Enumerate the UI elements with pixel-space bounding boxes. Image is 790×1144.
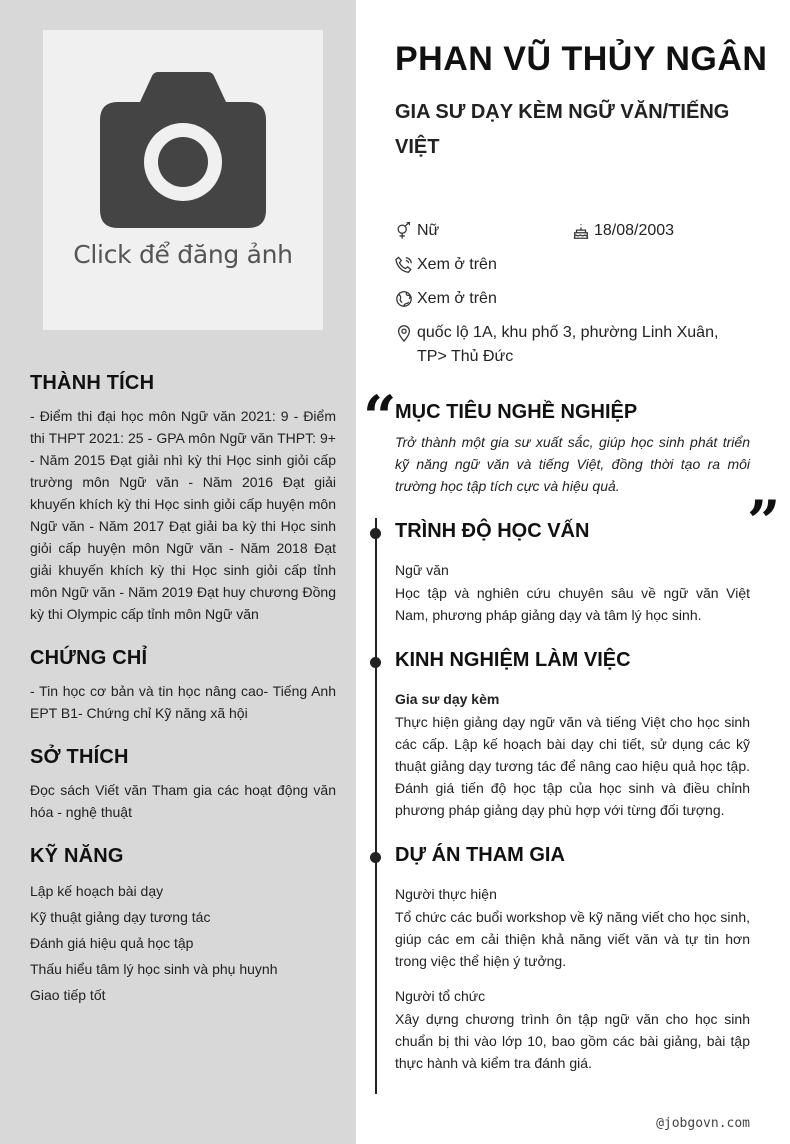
- gender-icon: [395, 219, 417, 243]
- close-quote-icon: ”: [747, 488, 781, 556]
- phone-value: Xem ở trên: [417, 256, 497, 273]
- address-info: [395, 321, 751, 369]
- education-title: TRÌNH ĐỘ HỌC VẤN: [395, 520, 590, 542]
- experience-position: Gia sư dạy kèm: [395, 691, 500, 707]
- skills-section: [30, 845, 336, 1008]
- certificates-section: [30, 647, 336, 724]
- gender-info: [395, 219, 439, 243]
- education-text: Học tập và nghiên cứu chuyên sâu về ngữ văn Việt Nam, phương pháp giảng dạy và tâm lý học sinh.: [395, 585, 750, 623]
- candidate-name: PHAN VŨ THỦY NGÂN: [395, 40, 768, 78]
- globe-icon: [395, 287, 417, 311]
- skill-item: Giao tiếp tốt: [30, 987, 106, 1003]
- projects-title: DỰ ÁN THAM GIA: [395, 844, 565, 866]
- photo-upload-label: Click để đăng ảnh: [73, 240, 293, 269]
- project-text: Tổ chức các buổi workshop về kỹ năng viết cho học sinh, giúp các em cải thiện khả năng viết văn và tự tin hơn trong việc thể hiện ý tưởng.: [395, 909, 750, 969]
- skills-list: [30, 878, 336, 1008]
- timeline-dot: [370, 528, 381, 539]
- cake-icon: [572, 219, 594, 243]
- job-title: GIA SƯ DẠY KÈM NGỮ VĂN/TIẾNG VIỆT: [395, 101, 730, 158]
- education-major: Ngữ văn: [395, 562, 449, 578]
- birthday-value: 18/08/2003: [594, 222, 675, 239]
- hobbies-section: [30, 746, 336, 823]
- objective-title: MỤC TIÊU NGHỀ NGHIỆP: [395, 401, 638, 423]
- achievements-text: - Điểm thi đại học môn Ngữ văn 2021: 9 - Điểm thi THPT 2021: 25 - GPA môn Ngữ văn THPT: 9+ - Năm 2015 Đạt giải nhì kỳ thi Học sinh giỏi cấp trường môn Ngữ văn - Năm 2016 Đạt giải khuyến khích kỳ thi Học sinh giỏi cấp huyện môn Ngữ văn - Năm 2017 Đạt giải ba kỳ thi Học sinh giỏi cấp huyện môn Ngữ văn - Năm 2018 Đạt giải khuyến khích kỳ thi Học sinh giỏi cấp tỉnh môn Ngữ văn - Năm 2019 Đạt huy chương Đồng kỳ thi Olympic cấp tỉnh môn Ngữ văn: [30, 408, 336, 622]
- gender-value: Nữ: [417, 222, 440, 239]
- skill-item: Lập kế hoạch bài dạy: [30, 883, 164, 899]
- achievements-title: THÀNH TÍCH: [30, 372, 155, 394]
- skills-title: KỸ NĂNG: [30, 845, 124, 867]
- footer-brand: @jobgovn.com: [656, 1116, 750, 1131]
- hobbies-title: SỞ THÍCH: [30, 746, 129, 768]
- timeline-dot: [370, 657, 381, 668]
- phone-info: [395, 253, 497, 277]
- project-role: Người thực hiện: [395, 886, 497, 902]
- photo-upload[interactable]: [43, 30, 323, 330]
- skill-item: Đánh giá hiệu quả học tập: [30, 935, 194, 951]
- certificates-title: CHỨNG CHỈ: [30, 647, 148, 669]
- website-value: Xem ở trên: [417, 290, 497, 307]
- experience-text: Thực hiện giảng dạy ngữ văn và tiếng Việt cho học sinh các cấp. Lập kế hoạch bài dạy chi tiết, sử dụng các kỹ thuật giảng dạy tương tác để nâng cao hiệu quả học tập. Đánh giá tiến độ học tập của học sinh và điều chỉnh phương pháp giảng dạy phù hợp với từng đối tượng.: [395, 714, 750, 818]
- experience-title: KINH NGHIỆM LÀM VIỆC: [395, 649, 631, 671]
- achievements-section: [30, 372, 336, 625]
- camera-icon: [100, 72, 266, 228]
- skill-item: Kỹ thuật giảng dạy tương tác: [30, 909, 211, 925]
- certificates-text: - Tin học cơ bản và tin học nâng cao- Tiếng Anh EPT B1- Chứng chỉ Kỹ năng xã hội: [30, 683, 336, 721]
- location-pin-icon: [395, 321, 417, 369]
- phone-icon: [395, 253, 417, 277]
- website-info: [395, 287, 497, 311]
- objective-text: Trở thành một gia sư xuất sắc, giúp học sinh phát triển kỹ năng ngữ văn và tiếng Việt, đồng thời tạo ra môi trường học tập tích cực và hiệu quả.: [395, 434, 750, 494]
- birthday-info: [572, 219, 674, 243]
- skill-item: Thấu hiểu tâm lý học sinh và phụ huynh: [30, 961, 278, 977]
- project-role: Người tổ chức: [395, 988, 486, 1004]
- timeline-dot: [370, 852, 381, 863]
- timeline-line: [375, 518, 377, 1094]
- address-value: quốc lộ 1A, khu phố 3, phường Linh Xuân, TP> Thủ Đức: [417, 324, 719, 365]
- open-quote-icon: “: [363, 383, 397, 451]
- hobbies-text: Đọc sách Viết văn Tham gia các hoạt động văn hóa - nghệ thuật: [30, 782, 336, 820]
- project-text: Xây dựng chương trình ôn tập ngữ văn cho học sinh chuẩn bị thi vào lớp 10, bao gồm các bài giảng, bài tập thực hành và kiểm tra đánh giá.: [395, 1011, 750, 1071]
